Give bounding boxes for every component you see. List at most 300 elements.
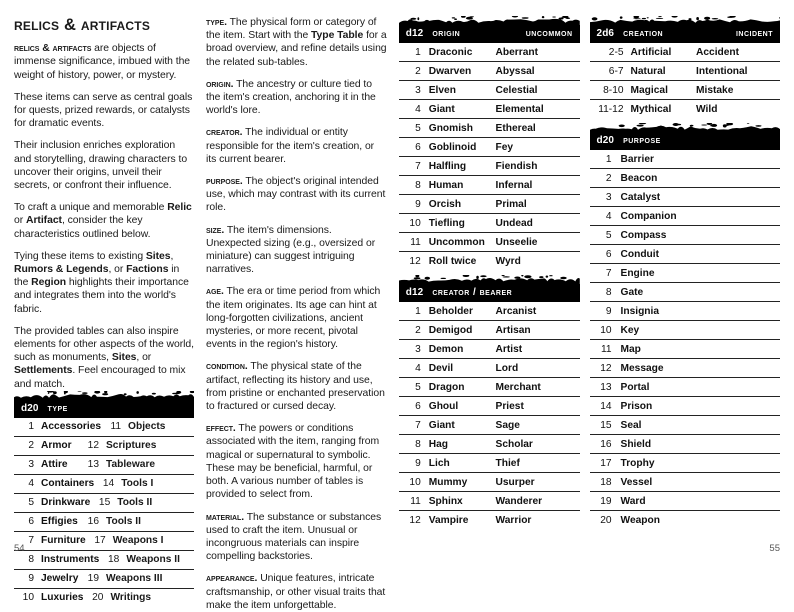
intro-lead-in: relics & artifacts — [14, 43, 92, 55]
roll-result-secondary: Ethereal — [495, 122, 536, 134]
roll-result-secondary: Arcanist — [495, 305, 537, 317]
roll-number: 9 — [28, 573, 34, 585]
roll-result: Jewelry — [41, 573, 79, 585]
roll-result: Tiefling — [428, 217, 465, 229]
roll-number: 11 — [410, 236, 421, 248]
roll-result-secondary: Objects — [128, 421, 166, 433]
table-column-header: type — [47, 402, 68, 414]
roll-result: Magical — [630, 84, 668, 96]
table-row — [590, 454, 780, 473]
characteristic-description: Unique features, intricate craftsmanship, or other visual traits that make the item unforgettable. — [206, 573, 386, 611]
characteristic-item — [206, 175, 387, 215]
roll-number: 7 — [415, 160, 421, 172]
roll-result: Instruments — [41, 554, 100, 566]
roll-result-secondary: Fiendish — [495, 160, 538, 172]
torn-edge-icon — [14, 391, 194, 401]
roll-result-secondary: Wanderer — [495, 495, 543, 507]
roll-number: 11-12 — [598, 103, 624, 115]
characteristic-term: appearance. — [206, 573, 258, 585]
roll-result: Uncommon — [428, 236, 485, 248]
roll-number-secondary: 18 — [107, 554, 120, 566]
roll-result-secondary: Thief — [495, 457, 520, 469]
roll-result-secondary: Merchant — [495, 381, 541, 393]
roll-number: 20 — [600, 514, 612, 526]
roll-result-secondary: Scriptures — [106, 440, 157, 452]
roll-number: 7 — [415, 419, 421, 431]
roll-result: Barrier — [620, 153, 654, 165]
roll-number-secondary: 16 — [87, 516, 99, 528]
roll-number: 4 — [415, 103, 421, 115]
roll-number-secondary: 15 — [98, 497, 111, 509]
roll-number: 10 — [22, 592, 34, 604]
roll-result: Armor — [41, 440, 72, 452]
roll-result: Artificial — [630, 46, 672, 58]
roll-result-secondary: Scholar — [495, 438, 533, 450]
characteristic-term: type. — [206, 17, 227, 28]
table-row — [590, 511, 780, 529]
roll-number: 5 — [415, 381, 421, 393]
roll-number: 3 — [28, 459, 34, 471]
roll-number: 6 — [415, 141, 421, 153]
roll-number: 19 — [600, 495, 612, 507]
table-row — [399, 233, 580, 252]
roll-result-secondary: Mistake — [696, 84, 734, 96]
table-row — [590, 378, 780, 397]
roll-result: Shield — [620, 438, 652, 450]
table-row — [399, 62, 580, 81]
torn-edge-icon — [590, 123, 780, 133]
roll-result-secondary: Fey — [495, 141, 514, 153]
roll-result: Human — [428, 179, 464, 191]
page-number-left: 54 — [14, 543, 25, 554]
table-column-header-secondary: incident — [735, 28, 774, 39]
table-row — [590, 245, 780, 264]
table-header-bar — [590, 25, 780, 43]
table-row — [14, 437, 194, 456]
intro-paragraph — [14, 325, 194, 391]
intro-paragraph-text: Tying these items to existing Sites, Rumors & Legends, or Factions in the Region highlights their importance and integrates them into the world's fabric. — [14, 250, 189, 315]
roll-result-secondary: Warrior — [495, 514, 532, 526]
roll-result-secondary: Weapons III — [106, 573, 163, 585]
table-row — [399, 157, 580, 176]
roll-result-secondary: Accident — [696, 46, 740, 58]
table-d12-origin — [399, 25, 580, 270]
roll-result-secondary: Tools II — [117, 497, 153, 509]
table-column-header-secondary: uncommon — [525, 28, 573, 39]
table-row — [399, 397, 580, 416]
roll-number: 10 — [409, 476, 421, 488]
roll-number: 3 — [415, 84, 421, 96]
table-row — [14, 418, 194, 437]
roll-result: Seal — [620, 419, 642, 431]
roll-number: 2 — [415, 324, 421, 336]
table-body — [590, 43, 780, 118]
roll-number: 8 — [415, 438, 421, 450]
intro-paragraph — [14, 139, 194, 192]
roll-number: 6-7 — [608, 65, 624, 77]
characteristic-item — [206, 285, 387, 351]
table-row — [399, 81, 580, 100]
roll-result: Effigies — [41, 516, 78, 528]
roll-result: Hag — [428, 438, 449, 450]
roll-result: Drinkware — [41, 497, 91, 509]
table-row — [590, 321, 780, 340]
table-column-header: creator / bearer — [432, 287, 513, 298]
roll-result-secondary: Usurper — [495, 476, 535, 488]
table-d20-type — [14, 400, 194, 607]
table-row — [590, 207, 780, 226]
page-number-right: 55 — [769, 543, 780, 554]
table-row — [399, 511, 580, 529]
roll-number: 7 — [605, 267, 612, 279]
table-row — [590, 340, 780, 359]
roll-result: Halfling — [428, 160, 467, 172]
intro-paragraph — [14, 91, 194, 131]
table-row — [14, 513, 194, 532]
roll-number: 10 — [600, 324, 612, 336]
roll-result: Containers — [41, 478, 95, 490]
characteristic-term: size. — [206, 224, 225, 236]
table-row — [590, 397, 780, 416]
roll-result: Companion — [620, 210, 677, 222]
roll-number-secondary: 13 — [87, 459, 99, 471]
roll-number: 16 — [600, 438, 612, 450]
table-d12-creator-bearer — [399, 284, 580, 529]
roll-result: Weapon — [620, 514, 660, 526]
roll-number-secondary: 12 — [87, 440, 99, 452]
table-row — [590, 302, 780, 321]
roll-result-secondary: Celestial — [495, 84, 538, 96]
table-body — [399, 43, 580, 270]
roll-result-secondary: Wild — [696, 103, 718, 115]
characteristic-term: condition. — [206, 361, 248, 373]
table-row — [590, 416, 780, 435]
table-row — [399, 435, 580, 454]
roll-number-secondary: 20 — [92, 592, 104, 604]
table-die-label: 2d6 — [596, 28, 615, 39]
table-body — [399, 302, 580, 529]
table-row — [399, 473, 580, 492]
roll-number: 5 — [415, 122, 421, 134]
roll-result: Trophy — [620, 457, 655, 469]
intro-text-block — [14, 42, 194, 391]
table-row — [590, 188, 780, 207]
column-two — [206, 16, 399, 612]
roll-result-secondary: Elemental — [495, 103, 544, 115]
table-row — [399, 176, 580, 195]
roll-result: Elven — [428, 84, 456, 96]
roll-result-secondary: Artisan — [495, 324, 531, 336]
roll-result: Prison — [620, 400, 653, 412]
roll-number: 1 — [605, 153, 612, 165]
intro-paragraph-text: These items can serve as central goals for quests, prized rewards, or catalysts for dramatic events. — [14, 91, 193, 130]
roll-result: Message — [620, 362, 664, 374]
roll-number: 8-10 — [603, 84, 624, 96]
characteristic-description: The item's dimensions. Unexpected sizing (e.g., oversized or miniature) can suggest intriguing narratives. — [206, 224, 376, 276]
roll-number: 11 — [410, 495, 421, 507]
intro-paragraph-text: The provided tables can also inspire elements for other aspects of the world, such as monuments, Sites, or Settlements. Feel encouraged to mix and match. — [14, 325, 194, 390]
table-header-bar — [590, 132, 780, 150]
characteristic-item — [206, 360, 387, 413]
roll-result: Natural — [630, 65, 666, 77]
roll-result: Dwarven — [428, 65, 472, 77]
roll-result-secondary: Intentional — [696, 65, 748, 77]
roll-result: Mythical — [630, 103, 672, 115]
table-header-bar — [399, 284, 580, 302]
characteristic-description: The powers or conditions associated with the item, ranging from magical or supernatural to symbolic. These may be beneficial, harmful, or both. A various number of tables is provided to select from. — [206, 423, 380, 501]
intro-paragraph-text: Their inclusion enriches exploration and storytelling, drawing characters to uncover their origins, unveil their secrets, or confront their influence. — [14, 140, 188, 191]
characteristic-item — [206, 16, 387, 69]
table-body — [590, 150, 780, 529]
roll-result: Demigod — [428, 324, 473, 336]
roll-number: 2 — [28, 440, 34, 452]
table-die-label: d12 — [405, 287, 424, 298]
roll-number: 13 — [600, 381, 612, 393]
roll-number: 14 — [600, 400, 612, 412]
roll-number: 9 — [415, 457, 421, 469]
roll-number: 1 — [28, 421, 34, 433]
torn-edge-icon — [590, 16, 780, 26]
roll-result: Insignia — [620, 305, 660, 317]
roll-number: 6 — [605, 248, 612, 260]
table-2d6-creation — [590, 25, 780, 118]
characteristic-description: The physical form or category of the item. Start with the Type Table for a broad overview, and refine details using the related sub-tables. — [206, 17, 387, 68]
intro-paragraph — [14, 42, 194, 82]
torn-edge-icon — [399, 16, 580, 26]
roll-result: Lich — [428, 457, 450, 469]
roll-number: 4 — [605, 210, 612, 222]
characteristic-item — [206, 572, 387, 612]
roll-result: Beacon — [620, 172, 658, 184]
roll-result: Giant — [428, 103, 455, 115]
roll-result: Map — [620, 343, 641, 355]
column-three — [399, 16, 590, 529]
roll-result-secondary: Lord — [495, 362, 519, 374]
roll-number: 8 — [605, 286, 612, 298]
intro-paragraph — [14, 201, 194, 241]
roll-result-secondary: Weapons II — [126, 554, 180, 566]
table-column-header: creation — [623, 28, 664, 39]
characteristic-description: The ancestry or culture tied to the item's creation, anchoring it in the world's lore. — [206, 78, 376, 117]
table-row — [14, 475, 194, 494]
roll-number: 5 — [28, 497, 34, 509]
table-row — [399, 321, 580, 340]
table-row — [590, 359, 780, 378]
roll-number: 12 — [409, 255, 421, 267]
table-row — [399, 454, 580, 473]
characteristic-item — [206, 224, 387, 277]
roll-result: Catalyst — [620, 191, 661, 203]
roll-result: Devil — [428, 362, 454, 374]
roll-number: 4 — [28, 478, 34, 490]
characteristic-description: The object's original intended use, which may contrast with its current role. — [206, 176, 386, 214]
roll-number-secondary: 14 — [102, 478, 115, 490]
roll-number: 12 — [600, 362, 612, 374]
table-row — [590, 473, 780, 492]
roll-result: Furniture — [41, 535, 86, 547]
characteristic-description: The era or time period from which the item originates. Its age can hint at long-forgotten civilizations, ancient mysteries, or more recent, pivotal events in the region's history. — [206, 286, 381, 351]
roll-result-secondary: Infernal — [495, 179, 533, 191]
intro-paragraph-text: To craft a unique and memorable Relic or Artifact, consider the key characteristics outlined below. — [14, 202, 192, 240]
roll-result: Vessel — [620, 476, 653, 488]
roll-result: Ghoul — [428, 400, 459, 412]
roll-number: 3 — [605, 191, 612, 203]
roll-result-secondary: Sage — [495, 419, 520, 431]
page-footer — [14, 543, 780, 554]
roll-number: 2 — [415, 65, 421, 77]
roll-result: Dragon — [428, 381, 465, 393]
table-row — [14, 456, 194, 475]
roll-result: Portal — [620, 381, 650, 393]
torn-edge-icon — [399, 275, 580, 285]
table-column-header: origin — [432, 28, 461, 39]
table-row — [399, 195, 580, 214]
roll-result-secondary: Undead — [495, 217, 533, 229]
roll-result-secondary: Tableware — [106, 459, 156, 471]
roll-result: Engine — [620, 267, 655, 279]
roll-number-secondary: 17 — [94, 535, 106, 547]
roll-number: 11 — [600, 343, 612, 355]
roll-result-secondary: Artist — [495, 343, 523, 355]
roll-number: 9 — [415, 198, 421, 210]
characteristic-description: The physical state of the artifact, reflecting its history and use, from pristine or enchanted preservation to fractured or cursed decay. — [206, 361, 385, 413]
table-die-label: d20 — [21, 402, 39, 414]
table-row — [399, 138, 580, 157]
characteristic-item — [206, 126, 387, 166]
table-row — [399, 302, 580, 321]
roll-result-secondary: Priest — [495, 400, 524, 412]
roll-result-secondary: Writings — [110, 592, 152, 604]
roll-result: Roll twice — [428, 255, 477, 267]
roll-number: 10 — [409, 217, 421, 229]
column-four — [590, 16, 780, 529]
roll-number: 17 — [600, 457, 612, 469]
roll-result: Gate — [620, 286, 644, 298]
characteristic-term: material. — [206, 511, 245, 523]
roll-result: Ward — [620, 495, 646, 507]
roll-result: Key — [620, 324, 640, 336]
table-row — [590, 435, 780, 454]
roll-result: Luxuries — [41, 592, 84, 604]
roll-number: 12 — [409, 514, 421, 526]
roll-result-secondary: Aberrant — [495, 46, 538, 58]
roll-result-secondary: Primal — [495, 198, 527, 210]
table-body — [14, 418, 194, 607]
characteristic-term: purpose. — [206, 176, 243, 188]
roll-number: 6 — [28, 516, 34, 528]
roll-result: Sphinx — [428, 495, 463, 507]
table-die-label: d20 — [596, 135, 615, 146]
table-row — [14, 570, 194, 589]
roll-result-secondary: Unseelie — [495, 236, 538, 248]
table-row — [590, 283, 780, 302]
page-title: relics & artifacts — [14, 16, 151, 34]
roll-result: Demon — [428, 343, 464, 355]
table-row — [399, 416, 580, 435]
table-header-bar — [399, 25, 580, 43]
roll-number: 3 — [415, 343, 421, 355]
table-row — [399, 340, 580, 359]
table-row — [590, 62, 780, 81]
table-row — [399, 100, 580, 119]
roll-number: 15 — [600, 419, 612, 431]
table-row — [14, 589, 194, 607]
roll-number: 4 — [415, 362, 421, 374]
roll-result: Mummy — [428, 476, 468, 488]
column-one — [14, 16, 206, 607]
roll-number: 2-5 — [608, 46, 624, 58]
characteristic-item — [206, 511, 387, 564]
roll-number: 8 — [415, 179, 421, 191]
characteristic-item — [206, 78, 387, 118]
roll-number: 1 — [415, 46, 421, 58]
table-row — [590, 264, 780, 283]
characteristic-description: The individual or entity responsible for the item's creation, or its current bearer. — [206, 127, 375, 165]
table-row — [399, 119, 580, 138]
roll-result: Orcish — [428, 198, 462, 210]
roll-result-secondary: Weapons I — [112, 535, 164, 547]
table-die-label: d12 — [405, 28, 424, 39]
table-row — [399, 359, 580, 378]
characteristics-list — [206, 16, 387, 612]
characteristic-term: origin. — [206, 78, 234, 90]
roll-result: Giant — [428, 419, 455, 431]
table-row — [399, 214, 580, 233]
roll-number-secondary: 11 — [110, 421, 122, 433]
table-row — [590, 43, 780, 62]
roll-result: Conduit — [620, 248, 660, 260]
table-row — [590, 150, 780, 169]
column-container — [14, 16, 780, 612]
table-row — [14, 494, 194, 513]
roll-number-secondary: 19 — [87, 573, 99, 585]
characteristic-term: effect. — [206, 423, 236, 435]
table-d20-purpose — [590, 132, 780, 529]
table-row — [590, 226, 780, 245]
roll-result-secondary: Abyssal — [495, 65, 535, 77]
roll-number: 18 — [600, 476, 612, 488]
roll-number: 5 — [605, 229, 612, 241]
table-row — [399, 492, 580, 511]
roll-number: 1 — [415, 305, 421, 317]
roll-number: 7 — [28, 535, 34, 547]
roll-number: 9 — [605, 305, 612, 317]
table-row — [590, 492, 780, 511]
table-row — [399, 378, 580, 397]
table-row — [590, 81, 780, 100]
roll-result-secondary: Tools II — [106, 516, 141, 528]
characteristic-term: age. — [206, 286, 224, 298]
roll-result-secondary: Wyrd — [495, 255, 521, 267]
intro-paragraph — [14, 250, 194, 316]
table-row — [399, 252, 580, 270]
roll-result: Goblinoid — [428, 141, 477, 153]
table-row — [399, 43, 580, 62]
roll-result: Gnomish — [428, 122, 473, 134]
roll-number: 8 — [28, 554, 34, 566]
roll-number: 6 — [415, 400, 421, 412]
roll-result-secondary: Tools I — [121, 478, 154, 490]
roll-result: Attire — [41, 459, 68, 471]
intro-paragraph-text: are objects of immense significance, imbued with the weight of history, power, or mystery. — [14, 43, 191, 81]
roll-result: Accessories — [41, 421, 102, 433]
characteristic-description: The substance or substances used to craft the item. Unusual or incongruous materials can inspire compelling backstories. — [206, 511, 382, 563]
table-row — [590, 100, 780, 118]
roll-result: Draconic — [428, 46, 473, 58]
roll-result: Vampire — [428, 514, 469, 526]
table-row — [590, 169, 780, 188]
roll-result: Compass — [620, 229, 667, 241]
